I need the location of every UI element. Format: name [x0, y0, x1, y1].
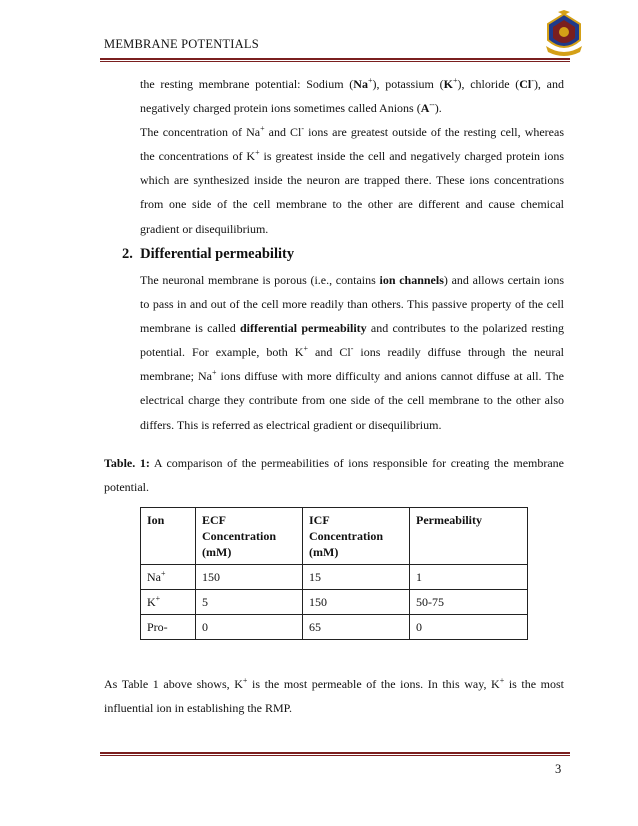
section-heading	[122, 246, 294, 263]
footer-divider	[100, 752, 570, 756]
table-cell-icf: 150	[303, 590, 410, 615]
table-cell-permeability: 0	[410, 615, 528, 640]
table-header-cell: ICF Concentration (mM)	[303, 508, 410, 565]
table-caption	[104, 451, 564, 499]
table-header-cell: ECF Concentration (mM)	[196, 508, 303, 565]
table-cell-permeability: 1	[410, 565, 528, 590]
section-title: Differential permeability	[140, 246, 295, 262]
page-number: 3	[555, 762, 562, 776]
table-header-cell: Ion	[141, 508, 196, 565]
table-cell-ecf: 5	[196, 590, 303, 615]
paragraph-differential-permeability: The neuronal membrane is porous (i.e., contains ion channels) and allows certain ions to pass in and out of the cell more readily than others. This passive property of the cell membrane is called differential permeability and contributes to the polarized resting potential. For example, both K+ and Cl- ions readily diffuse through the neural membrane; Na+ ions diffuse with more difficulty and anions cannot diffuse at all. The electrical charge they contribute from one side of the cell membrane to the other also differs. This is referred as electrical gradient or disequilibrium.	[140, 273, 564, 432]
table-row	[141, 615, 528, 640]
institution-logo-icon	[544, 10, 584, 56]
table-cell-permeability: 50-75	[410, 590, 528, 615]
table-caption-label: Table. 1:	[104, 456, 150, 470]
paragraph-table-summary: As Table 1 above shows, K+ is the most permeable of the ions. In this way, K+ is the most influential ion in establishing the RMP.	[104, 676, 565, 716]
table-caption-text: A comparison of the permeabilities of ions responsible for creating the membrane potential.	[104, 456, 564, 495]
table-cell-icf: 15	[303, 565, 410, 590]
table-header-cell: Permeability	[410, 508, 528, 565]
table-cell-icf: 65	[303, 615, 410, 640]
header-divider	[100, 58, 570, 62]
permeability-table	[140, 507, 528, 640]
table-cell-ecf: 0	[196, 615, 303, 640]
table-header-row	[141, 508, 528, 565]
section-number: 2.	[122, 246, 133, 262]
table-row	[141, 565, 528, 590]
table-row	[141, 590, 528, 615]
table-cell-ion: Na+	[141, 565, 196, 590]
table-cell-ecf: 150	[196, 565, 303, 590]
table-cell-ion: Pro-	[141, 615, 196, 640]
table-cell-ion: K+	[141, 590, 196, 615]
page-header-title: MEMBRANE POTENTIALS	[104, 37, 259, 51]
paragraph-ions-intro: the resting membrane potential: Sodium (Na+), potassium (K+), chloride (Cl-), and negatively charged protein ions sometimes called Anions (A--). The concentration of Na+ and Cl- ions are greatest outside of the resting cell, whereas the concentrations of K+ is greatest inside the cell and negatively charged protein ions which are synthesized inside the neuron are trapped there. These ions concentrations from one side of the cell membrane to the other are different and cause chemical gradient or disequilibrium.	[140, 76, 564, 236]
